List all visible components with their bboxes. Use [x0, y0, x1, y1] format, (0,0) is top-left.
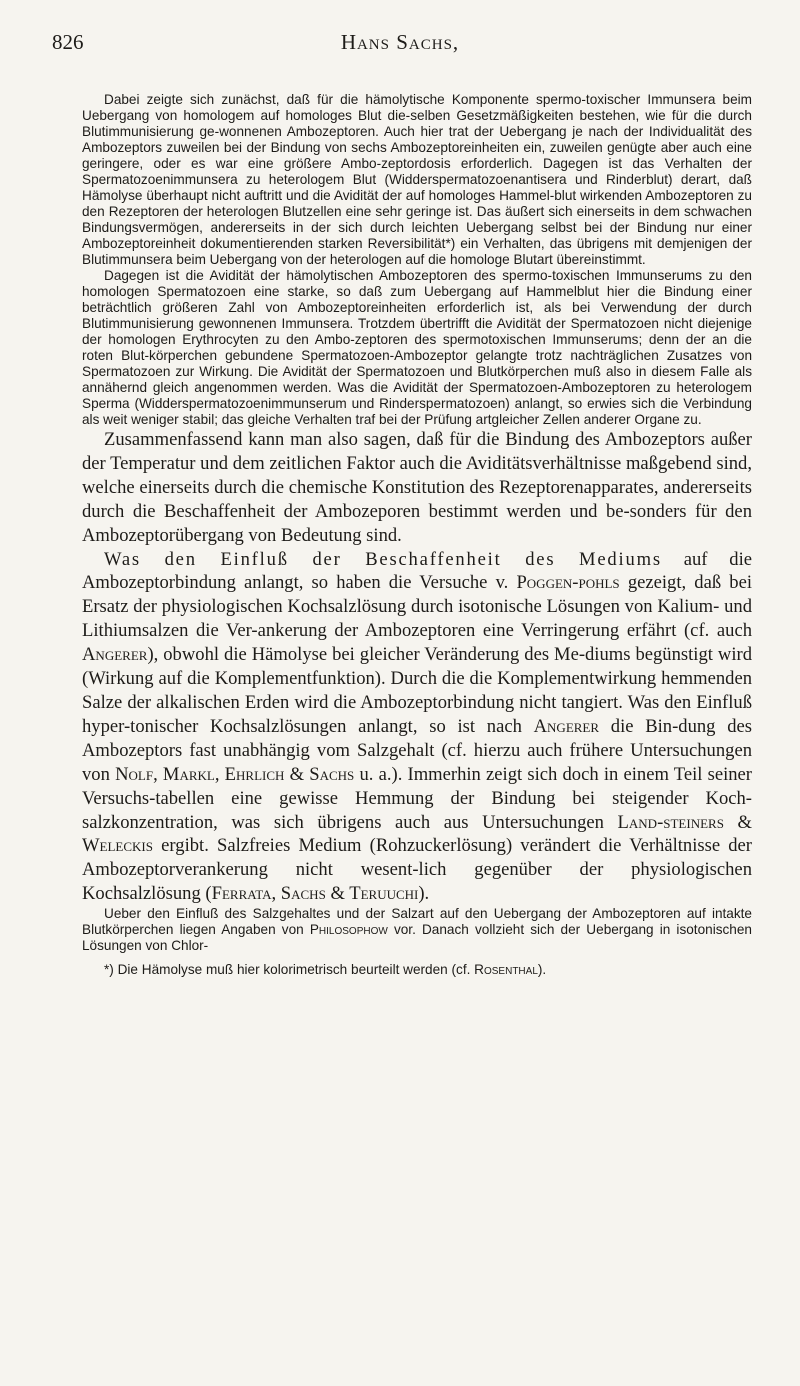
footnote [82, 962, 752, 978]
text-run: ergibt. Salzfreies Medium (Rohzuckerlösung) verändert die Verhältnisse der Ambozeptorverankerung nicht wesent-lich gegenüber der physiologischen Kochsalzlösung ( [82, 835, 752, 905]
author-name: Ferrata, Sachs & Teruuchi [211, 883, 419, 905]
footnote-text: *) Die Hämolyse muß hier kolorimetrisch beurteilt werden (cf. [104, 962, 475, 978]
text-run: die Bin-dung des Ambozeptors fast unabhängig vom Salzgehalt (cf. hierzu auch frühere Untersuchungen von [82, 715, 752, 785]
author-name: Angerer [533, 715, 600, 737]
text-run: vor. Danach vollzieht sich der Uebergang in isotonischen Lösungen von Chlor- [82, 922, 752, 954]
author-name: Philosophow [309, 922, 388, 938]
author-name: Angerer [82, 644, 148, 666]
author-name: Land-steiners & Weleckis [82, 811, 752, 857]
paragraph: Dagegen ist die Avidität der hämolytischen Ambozeptoren des spermo-toxischen Immunserums zu den homologen Spermatozoen eine starke, so daß zum Uebergang auf Hammelblut hier die Bindung einer beträchtlich größeren Zahl von Ambozeptoreinheiten erforderlich ist, als bei Verwendung der durch Blutimmunisierung gewonnenen Immunsera. Trotzdem übertrifft die Avidität der Spermatozoen nicht diejenige der homologen Erythrocyten zu den Ambo-zeptoren des spermotoxischen Immunserums; denn der an die roten Blut-körperchen gebundene Spermatozoen-Ambozeptor gelangte trotz nachträglichen Zusatzes von Spermatozoen zur Wirkung. Die Avidität der Spermatozoen und Blutkörperchen muß also in diesem Falle als annähernd gleich angenommen werden. Was die Avidität der Spermatozoen-Ambozeptoren zu heterologem Sperma (Widderspermatozoenimmunserum und Rinderspermatozoen) anlangt, so erwies sich die Verbindung als weit weniger stabil; das gleiche Verhalten traf bei der Prüfung artgleicher Zellen anderer Organe zu. [82, 268, 752, 427]
text-run: Ueber den Einfluß des Salzgehaltes und der Salzart auf den Uebergang der Ambozeptoren auf intakte Blutkörperchen liegen Angaben von [82, 906, 752, 938]
page-body [82, 92, 752, 978]
author-name: Poggen-pohls [516, 572, 620, 594]
author-name: Rosenthal [474, 962, 538, 978]
text-run: gezeigt, daß bei Ersatz der physiologischen Kochsalzlösung durch isotonische Lösungen von Kalium- und Lithiumsalzen die Ver-ankerung der Ambozeptoren eine Verringerung erfährt (cf. auch [82, 572, 752, 642]
text-run: auf die Ambozeptorbindung anlangt, so haben die Versuche v. [82, 548, 752, 594]
text-run: u. a.). Immerhin zeigt sich doch in einem Teil seiner Versuchs-tabellen eine gewisse Hemmung der Bindung bei steigender Koch-salzkonzentration, was sich übrigens auch aus Untersuchungen [82, 763, 752, 833]
author-name: Nolf, Markl, Ehrlich & Sachs [115, 763, 355, 785]
paragraph: Dabei zeigte sich zunächst, daß für die hämolytische Komponente spermo-toxischer Immunsera beim Uebergang von homologem auf homologes Blut die-selben Gesetzmäßigkeiten bestehen, wie für die durch Blutimmunisierung ge-wonnenen Ambozeptoren. Auch hier trat der Uebergang je nach der Individualität des Ambozeptors zuweilen bei der Bindung von sechs Ambozeptoreinheiten ein, zuweilen genügte aber auch eine geringere, oder es war eine größere Ambo-zeptordosis erforderlich. Dagegen ist das Verhalten der Spermatozoenimmunsera zu heterologem Blut (Widderspermatozoenantisera und Rinderblut) derart, daß Hämolyse überhaupt nicht auftritt und die Avidität der auf homologes Hammel-blut wirkenden Ambozeptoren zu den Rezeptoren der heterologen Blutzellen eine sehr geringe ist. Das äußert sich einerseits in dem schwachen Bindungsvermögen, andererseits in der sich durch leichten Uebergang selbst bei der Bindung nur einer Ambozeptoreinheit dokumentierenden starken Reversibilität*) ein Verhalten, das übrigens mit demjenigen der Blutimmunsera beim Uebergang von der heterologen auf die homologe Blutart übereinstimmt. [82, 92, 752, 267]
running-head: Hans Sachs, [340, 30, 460, 54]
paragraph: Zusammenfassend kann man also sagen, daß für die Bindung des Ambozeptors außer der Temperatur und dem zeitlichen Faktor auch die Aviditätsverhältnisse maßgebend sind, welche einerseits durch die chemische Konstitution des Rezeptorenapparates, andererseits durch die Beschaffenheit der Ambozeporen bestimmt werden und be-sonders für den Ambozeptorübergang von Bedeutung sind. [82, 429, 752, 546]
text-run: ). [418, 883, 430, 905]
paragraph [82, 548, 752, 907]
paragraph [82, 906, 752, 954]
spaced-emphasis: Was den Einfluß der Beschaffenheit des Mediums [104, 548, 662, 570]
page-header [52, 30, 748, 60]
page-number: 826 [52, 30, 84, 54]
footnote-end: ). [537, 962, 547, 978]
text-run: ), obwohl die Hämolyse bei gleicher Veränderung des Me-diums begünstigt wird (Wirkung auf die Komplementfunktion). Durch die die Komplementwirkung hemmenden Salze der alkalischen Erden wird die Ambozeptorbindung nicht tangiert. Was den Einfluß hyper-tonischer Kochsalzlösungen anlangt, so ist nach [82, 644, 752, 737]
